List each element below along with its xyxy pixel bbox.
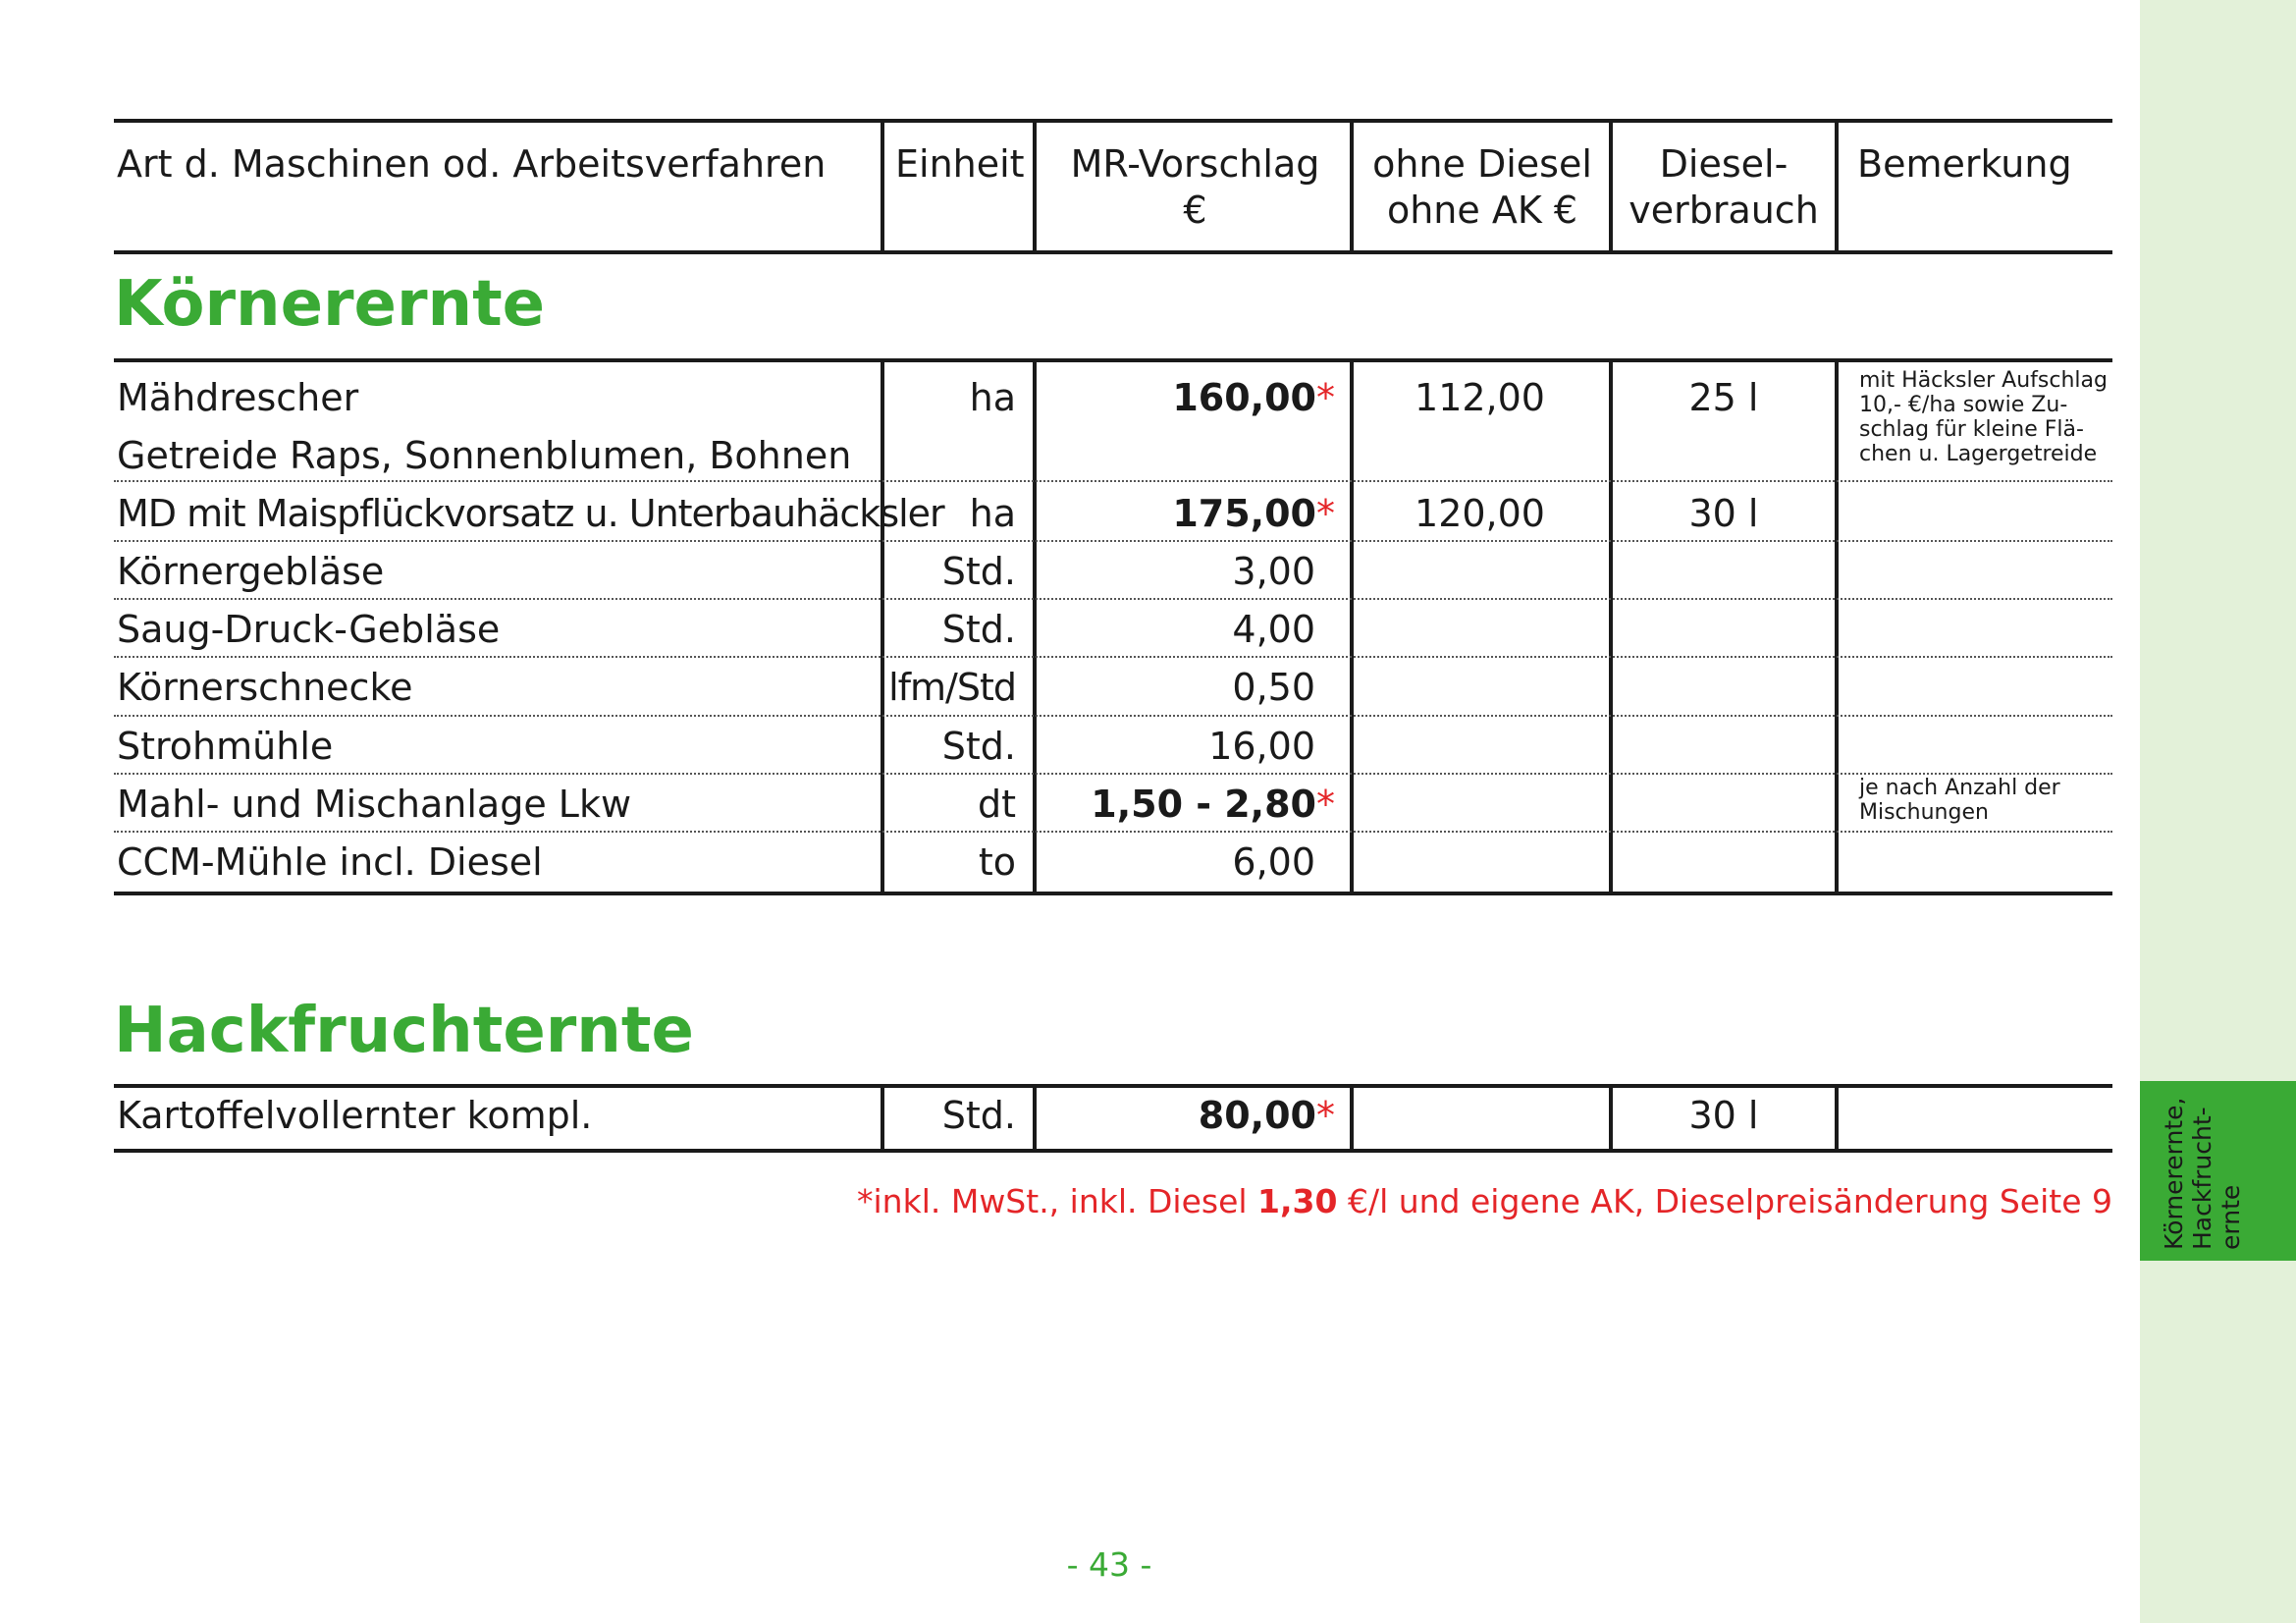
row-separator bbox=[114, 656, 2112, 658]
row-unit: ha bbox=[969, 376, 1016, 419]
row-unit: Std. bbox=[941, 608, 1016, 651]
row-name: MD mit Maispflückvorsatz u. Unterbauhäcksler bbox=[117, 492, 944, 535]
row-ohne: 112,00 bbox=[1415, 376, 1545, 419]
header-divider bbox=[1835, 121, 1839, 252]
row-mr: 80,00* bbox=[1198, 1094, 1335, 1137]
page-number: - 43 - bbox=[1066, 1545, 1152, 1584]
row-mr: 175,00* bbox=[1172, 492, 1335, 535]
tab-line-2: Hackfrucht- bbox=[2188, 1107, 2216, 1250]
column-divider bbox=[1350, 1086, 1354, 1151]
row-unit: Std. bbox=[941, 550, 1016, 593]
header-top-rule bbox=[114, 119, 2112, 123]
row-mr: 0,50 bbox=[1232, 666, 1315, 709]
row-mr: 4,00 bbox=[1232, 608, 1315, 651]
row-name: Körnerschnecke bbox=[117, 666, 413, 709]
row-mr: 6,00 bbox=[1232, 840, 1315, 884]
row-separator bbox=[114, 831, 2112, 833]
column-divider bbox=[1609, 360, 1613, 893]
row-separator bbox=[114, 540, 2112, 542]
row-name: Kartoffelvollernter kompl. bbox=[117, 1094, 593, 1137]
column-divider bbox=[1033, 360, 1037, 893]
section1-top-rule bbox=[114, 358, 2112, 362]
row-name: Strohmühle bbox=[117, 725, 334, 768]
row-name: Körnergebläse bbox=[117, 550, 385, 593]
header-col-mr-2: € bbox=[1183, 189, 1207, 232]
header-divider bbox=[881, 121, 884, 252]
row-mr: 3,00 bbox=[1232, 550, 1315, 593]
row-diesel: 30 l bbox=[1688, 492, 1759, 535]
row-diesel: 30 l bbox=[1688, 1094, 1759, 1137]
row-unit: to bbox=[978, 840, 1016, 884]
row-unit: Std. bbox=[941, 1094, 1016, 1137]
header-col-mr-1: MR-Vorschlag bbox=[1070, 142, 1320, 186]
column-divider bbox=[1350, 360, 1354, 893]
section-title-hackfruchternte: Hackfruchternte bbox=[114, 995, 694, 1067]
row-separator bbox=[114, 773, 2112, 775]
row-name: CCM-Mühle incl. Diesel bbox=[117, 840, 543, 884]
section-tab-label bbox=[2160, 1098, 2245, 1250]
header-col-ohne-1: ohne Diesel bbox=[1372, 142, 1592, 186]
section-title-koernerernte: Körnerernte bbox=[114, 268, 546, 341]
row-diesel: 25 l bbox=[1688, 376, 1759, 419]
sidebar-strip bbox=[2140, 0, 2296, 1623]
section2-top-rule bbox=[114, 1084, 2112, 1088]
header-col-diesel-1: Diesel- bbox=[1659, 142, 1789, 186]
row-mr: 160,00* bbox=[1172, 376, 1335, 419]
header-col-unit: Einheit bbox=[895, 142, 1025, 186]
row-unit: dt bbox=[977, 783, 1016, 826]
row-unit: Std. bbox=[941, 725, 1016, 768]
row-separator bbox=[114, 598, 2112, 600]
header-divider bbox=[1350, 121, 1354, 252]
row-note: je nach Anzahl der Mischungen bbox=[1859, 776, 2060, 825]
section1-bottom-rule bbox=[114, 892, 2112, 895]
row-name: Mahl- und Mischanlage Lkw bbox=[117, 783, 632, 826]
header-col-machine: Art d. Maschinen od. Arbeitsverfahren bbox=[117, 142, 827, 186]
section-tab[interactable] bbox=[2140, 1081, 2296, 1261]
header-col-ohne-2: ohne AK € bbox=[1386, 189, 1578, 232]
row-separator bbox=[114, 480, 2112, 482]
header-col-diesel-2: verbrauch bbox=[1629, 189, 1819, 232]
row-unit: lfm/Std bbox=[888, 666, 1016, 709]
header-divider bbox=[1033, 121, 1037, 252]
row-separator bbox=[114, 715, 2112, 717]
tab-line-3: ernte bbox=[2216, 1184, 2245, 1250]
header-bottom-rule bbox=[114, 250, 2112, 254]
row-unit: ha bbox=[969, 492, 1016, 535]
column-divider bbox=[1033, 1086, 1037, 1151]
row-name: Mähdrescher bbox=[117, 376, 359, 419]
column-divider bbox=[1835, 1086, 1839, 1151]
row-name: Saug-Druck-Gebläse bbox=[117, 608, 501, 651]
row-mr: 1,50 - 2,80* bbox=[1091, 783, 1335, 826]
header-divider bbox=[1609, 121, 1613, 252]
tab-line-1: Körnerernte, bbox=[2160, 1097, 2188, 1250]
row-ohne: 120,00 bbox=[1415, 492, 1545, 535]
footnote: *inkl. MwSt., inkl. Diesel 1,30 €/l und eigene AK, Dieselpreisänderung Seite 9 bbox=[857, 1182, 2112, 1220]
header-col-remark: Bemerkung bbox=[1857, 142, 2072, 186]
section2-bottom-rule bbox=[114, 1149, 2112, 1153]
row-note: mit Häcksler Aufschlag 10,- €/ha sowie Zu- schlag für kleine Flä- chen u. Lagergetreide bbox=[1859, 368, 2108, 466]
row-name-sub: Getreide Raps, Sonnenblumen, Bohnen bbox=[117, 434, 852, 477]
column-divider bbox=[1835, 360, 1839, 893]
row-mr: 16,00 bbox=[1208, 725, 1315, 768]
